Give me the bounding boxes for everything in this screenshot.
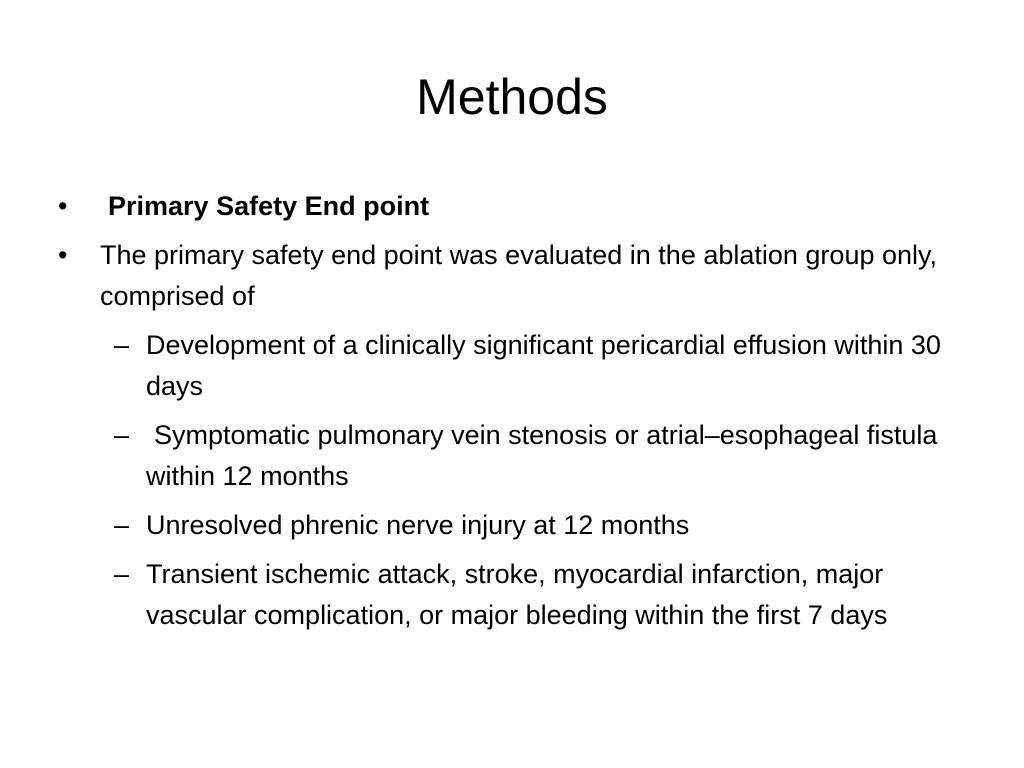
list-item-text: The primary safety end point was evaluated in the ablation group only, comprised of [100, 240, 937, 311]
slide-title: Methods [416, 69, 608, 125]
dash-icon: – [114, 330, 130, 360]
dash-icon: – [114, 559, 130, 589]
bullet-list [58, 186, 968, 644]
list-item [58, 186, 968, 227]
sub-list-item [58, 325, 968, 407]
dash-icon: – [114, 510, 130, 540]
sub-list-item-text: Development of a clinically significant pericardial effusion within 30 days [146, 330, 941, 401]
bullet-icon: • [58, 191, 68, 221]
list-item [58, 235, 968, 317]
dash-icon: – [114, 420, 130, 450]
sub-list-item-text: Transient ischemic attack, stroke, myocardial infarction, major vascular complication, or major bleeding within the first 7 days [146, 559, 888, 630]
sub-list-item [58, 505, 968, 546]
section-heading: Primary Safety End point [108, 191, 430, 221]
bullet-icon: • [58, 240, 68, 270]
sub-list-item [58, 415, 968, 497]
sub-list-item-text: Unresolved phrenic nerve injury at 12 months [146, 510, 690, 540]
sub-list-item [58, 554, 968, 636]
sub-list-item-text: Symptomatic pulmonary vein stenosis or atrial–esophageal fistula within 12 months [146, 420, 938, 491]
